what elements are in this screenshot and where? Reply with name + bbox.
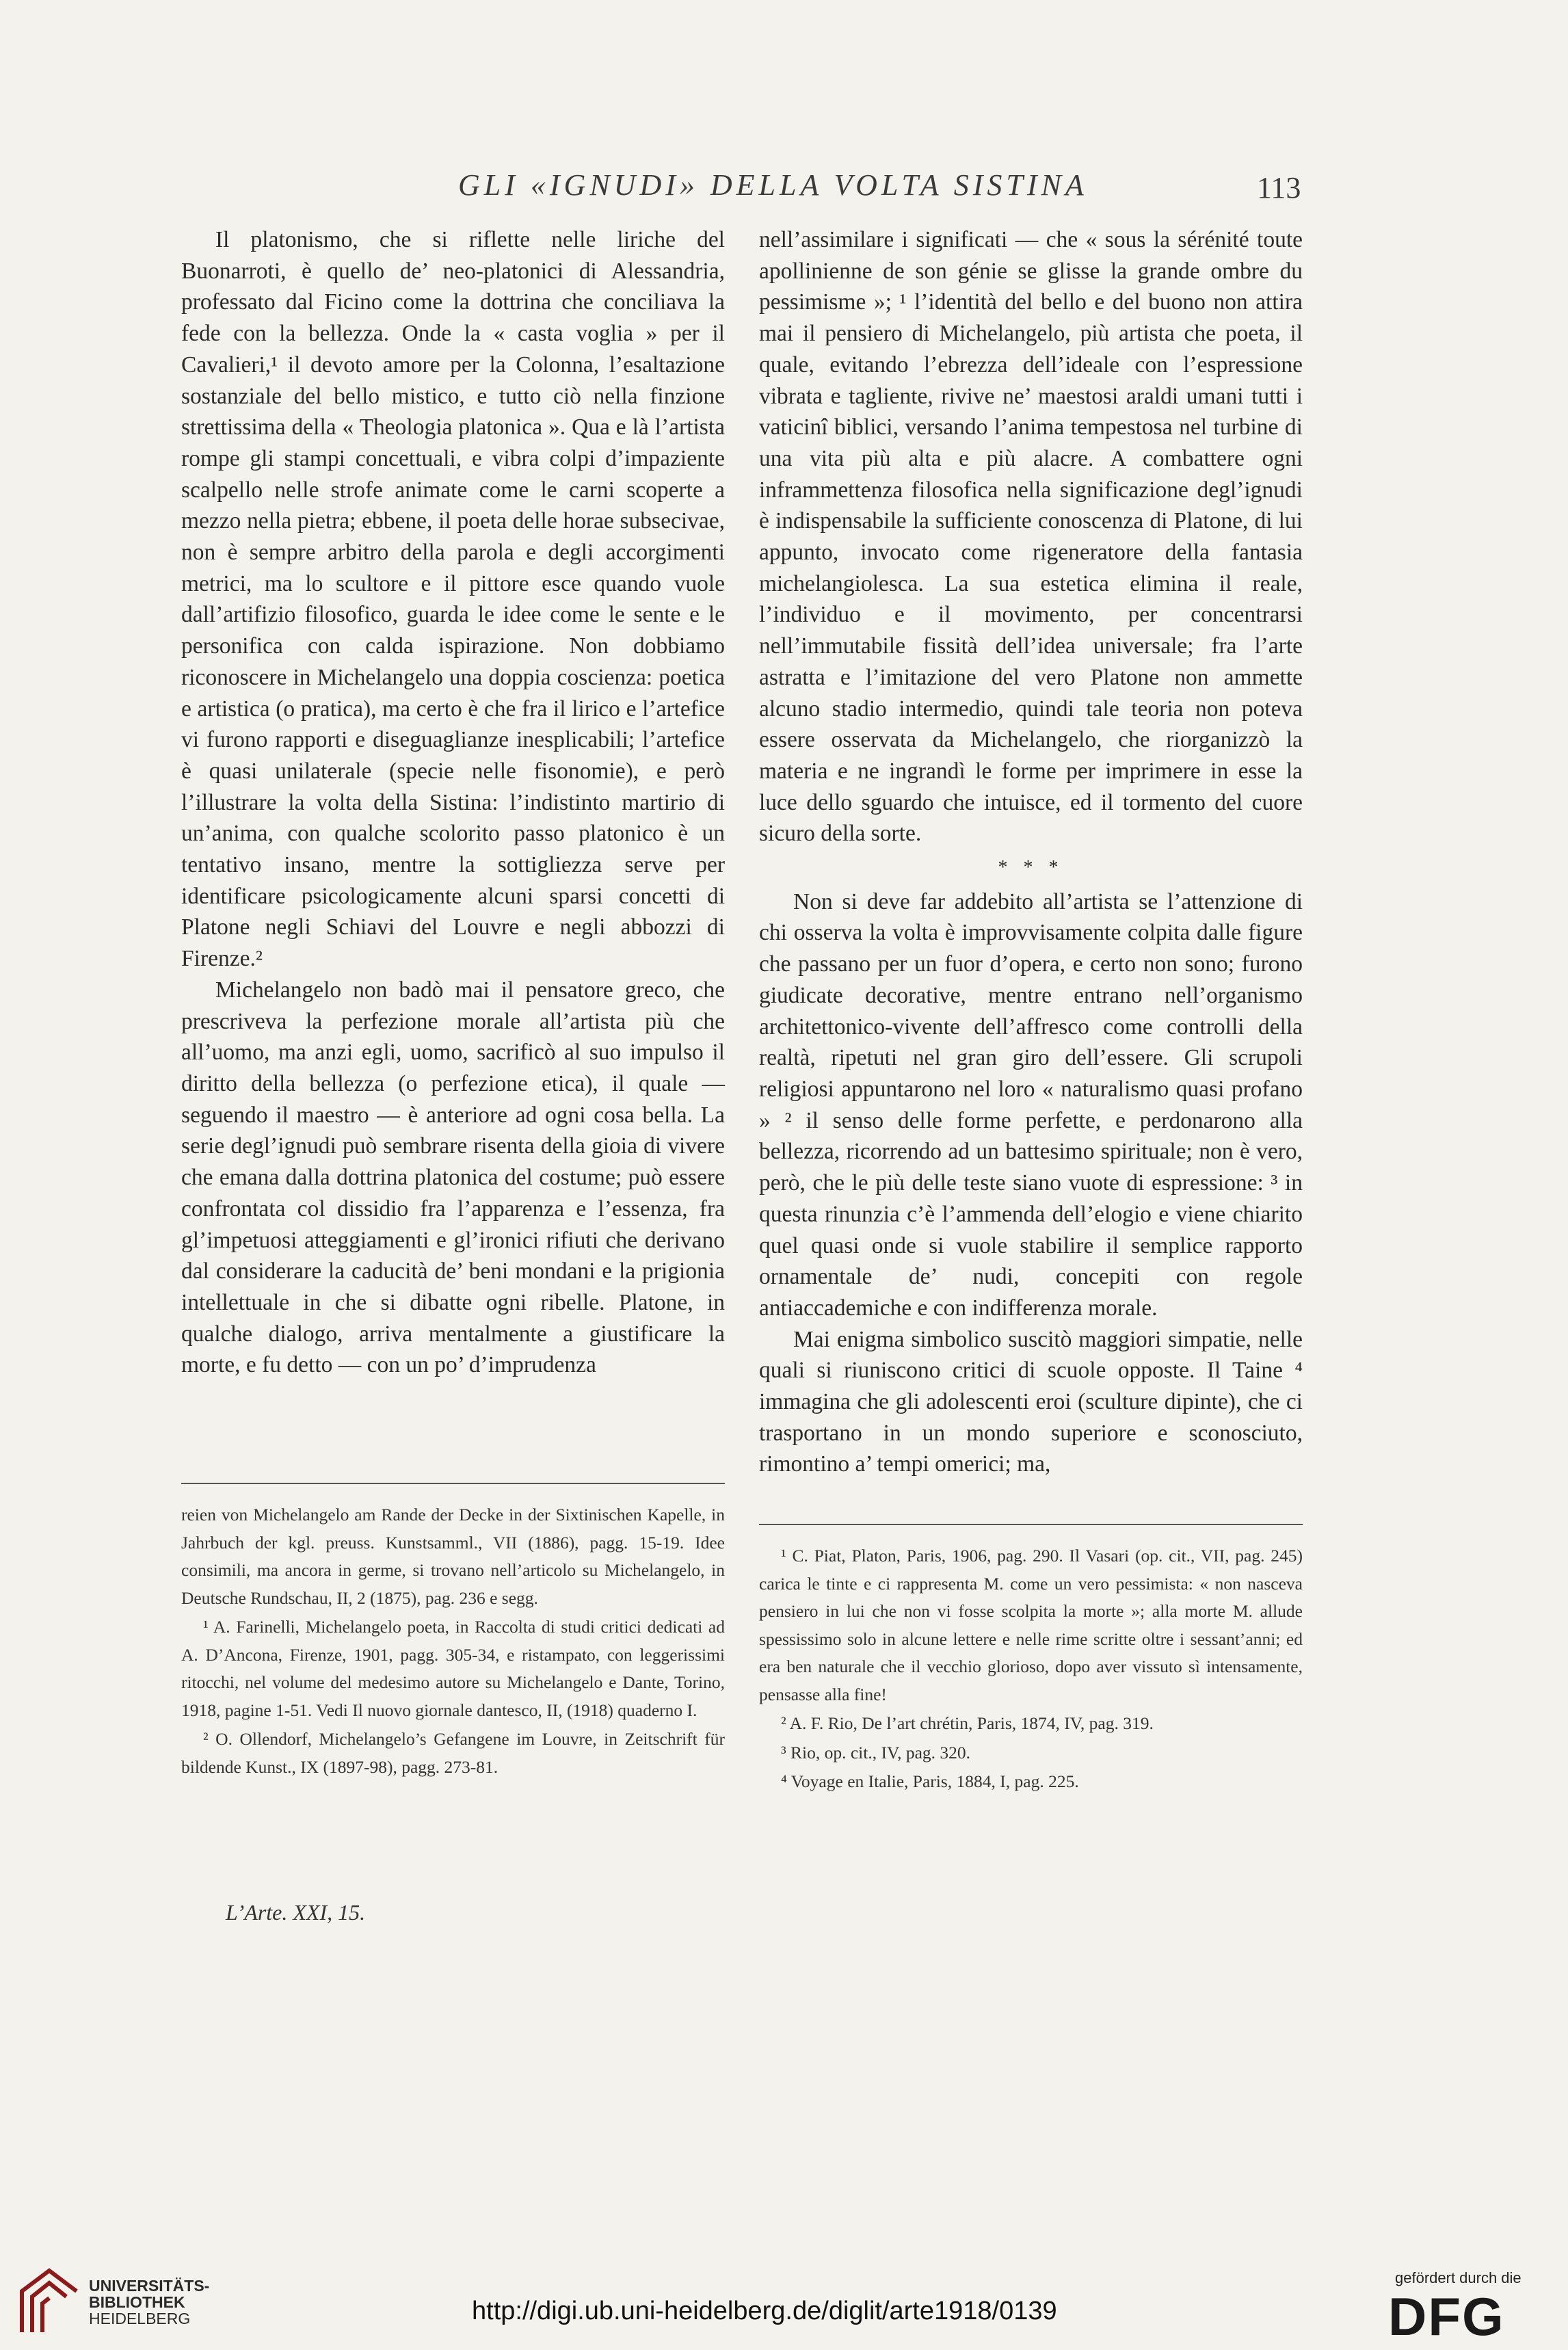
library-name-line: UNIVERSITÄTS-	[89, 2277, 210, 2295]
left-column	[181, 224, 725, 1381]
footnote: ² O. Ollendorf, Michelangelo’s Gefangene im Louvre, in Zeitschrift für bildende Kunst., IX (1897-98), pagg. 273-81.	[181, 1729, 725, 1777]
footnote: ¹ A. Farinelli, Michelangelo poeta, in Raccolta di studi critici dedicati ad A. D’Ancona, Firenze, 1901, pagg. 305-34, e ristampato, con leggerissimi ritocchi, nel volume del medesimo autore su Michelangelo e Dante, Torino, 1918, pagine 1-51. Vedi Il nuovo giornale dantesco, II, (1918) quaderno I.	[181, 1617, 725, 1720]
journal-imprint: L’Arte. XXI, 15.	[226, 1900, 366, 1925]
source-url-link[interactable]: http://digi.ub.uni-heidelberg.de/diglit/arte1918/0139	[472, 2297, 1057, 2325]
library-logo-icon	[15, 2264, 83, 2339]
paragraph: Non si deve far addebito all’artista se l’attenzione di chi osserva la volta è improvvisamente colpita dalle figure che passano per un fuor d’opera, e certo non sono; furono giudicate decorative, mentre entrano nell’organismo architettonico-vivente dell’affresco come controlli della realtà, ripetuti nel gran giro dell’essere. Gli scrupoli religiosi appuntarono nel loro « naturalismo quasi profano » ² il senso delle forme perfette, e perdonarono alla bellezza, ricorrendo ad un battesimo spirituale; non è vero, però, che le più delle teste siano vuote di espressione: ³ in questa rinunzia c’è l’ammenda dell’elogio e viene chiarito quel quasi onde si vuole stabilire il semplice rapporto ornamentale de’ nudi, concepiti con regole antiaccademiche e con indifferenza morale.	[759, 888, 1303, 1321]
footnote: ¹ C. Piat, Platon, Paris, 1906, pag. 290. Il Vasari (op. cit., VII, pag. 245) carica le tinte e ci rappresenta M. come un vero pessimista: « non nasceva pensiero in lui che non vi fosse scolpita la morte »; alla morte M. allude spessissimo solo in alcune lettere e nelle rime scritte oltre i sessant’anni; ed era ben naturale che il vecchio glorioso, dopo aver vissuto sì intensamente, pensasse alla fine!	[759, 1546, 1303, 1704]
section-separator: * * *	[998, 857, 1064, 879]
library-name-line: HEIDELBERG	[89, 2310, 191, 2327]
footnote: reien von Michelangelo am Rande der Decke in der Sixtinischen Kapelle, in Jahrbuch der kgl. preuss. Kunstsamml., VII (1886), pagg. 15-19. Idee consimili, ma ancora in germe, si trovano nell’articolo su Michelangelo, in Deutsche Rundschau, II, 2 (1875), pag. 236 e segg.	[181, 1505, 725, 1608]
paragraph: Il platonismo, che si riflette nelle liriche del Buonarroti, è quello de’ neo-platonici di Alessandria, professato dal Ficino come la dottrina che conciliava la fede con la bellezza. Onde la « casta voglia » per il Cavalieri,¹ il devoto amore per la Colonna, l’esaltazione sostanziale del bello mistico, e tutto ciò nella finzione strettissima della « Theologia platonica ». Qua e là l’artista rompe gli stampi concettuali, e vibra colpi d’impaziente scalpello nelle strofe animate come le carni scoperte a mezzo nella pietra; ebbene, il poeta delle horae subsecivae, non è sempre arbitro della parola e degli accorgimenti metrici, ma lo scultore e il pittore esce quando vuole dall’artifizio filosofico, guarda le idee come le sente e le personifica con calda ispirazione. Non dobbiamo riconoscere in Michelangelo una doppia coscienza: poetica e artistica (o pratica), ma certo è che fra il lirico e l’artefice vi furono rapporti e diseguaglianze inesplicabili; l’artefice è quasi unilaterale (specie nelle fisonomie), e però l’illustrare la volta della Sistina: l’indistinto martirio di un’anima, con qualche scolorito passo platonico è un tentativo insano, mentre la sottigliezza serve per identificare psicologicamente alcuni sparsi concetti di Platone negli Schiavi del Louvre e negli abbozzi di Firenze.²	[181, 227, 725, 972]
library-name-line: BIBLIOTHEK	[89, 2293, 185, 2311]
footnote-rule-right	[759, 1524, 1303, 1525]
right-column	[759, 224, 1303, 1480]
running-header	[0, 168, 1568, 209]
paragraph: nell’assimilare i significati — che « sous la sérénité toute apollinienne de son génie se glisse la grande ombre du pessimisme »; ¹ l’identità del bello e del buono non attira mai il pensiero di Michelangelo, più artista che poeta, il quale, evitando l’ebrezza dell’ideale con l’espressione vibrata e tagliente, rivive ne’ maestosi araldi umani tutti i vaticinî biblici, versando l’anima tempestosa nel turbine di una vita più alta e più alacre. A combattere ogni inframmettenza filosofica nella significazione degl’ignudi è indispensabile la sufficiente conoscenza di Platone, di lui appunto, invocato come rigeneratore della fantasia michelangiolesca. La sua estetica elimina il reale, l’individuo e il movimento, per concentrarsi nell’immutabile fissità dell’idea universale; fra l’arte astratta e l’imitazione del vero Platone non ammette alcuno stadio intermedio, quindi tale teoria non poteva essere osservata da Michelangelo, che riorganizzò la materia e ne ingrandì le forme per imprimere in esse la luce dello sguardo che intuisce, ed il tormento del cuore sicuro della sorte.	[759, 227, 1303, 847]
footnotes-left	[181, 1501, 725, 1782]
running-title: GLI «IGNUDI» DELLA VOLTA SISTINA	[458, 168, 1088, 202]
footnote: ² A. F. Rio, De l’art chrétin, Paris, 1874, IV, pag. 319.	[781, 1713, 1154, 1733]
footnote: ⁴ Voyage en Italie, Paris, 1884, I, pag. 225.	[781, 1771, 1079, 1791]
paragraph: Michelangelo non badò mai il pensatore greco, che prescriveva la perfezione morale all’artista più che all’uomo, ma anzi egli, uomo, sacrificò al suo impulso il diritto della bellezza (o perfezione etica), il quale — seguendo il maestro — è anteriore ad ogni cosa bella. La serie degl’ignudi può sembrare risenta della gioia di vivere che emana dalla dottrina platonica del costume; può essere confrontata col dissidio fra l’apparenza e l’essenza, fra gl’impetuosi atteggiamenti e gl’ironici rifiuti che derivano dal considerare la caducità de’ beni mondani e la prigionia intellettuale in che si dibatte ogni ribelle. Platone, in qualche dialogo, arriva mentalmente a giustificare la morte, e fu detto — con un po’ d’imprudenza	[181, 977, 725, 1378]
footnote-rule-left	[181, 1483, 725, 1484]
dfg-logo-icon	[1388, 2293, 1547, 2340]
library-name	[89, 2278, 209, 2327]
footnotes-right	[759, 1542, 1303, 1797]
svg-text:DFG: DFG	[1388, 2293, 1505, 2340]
digitization-footer	[0, 2257, 1568, 2350]
paragraph: Mai enigma simbolico suscitò maggiori simpatie, nelle quali si riuniscono critici di scuole opposte. Il Taine ⁴ immagina che gli adolescenti eroi (sculture dipinte), che ci trasportano in un mondo superiore e sconosciuto, rimontino a’ tempi omerici; ma,	[759, 1326, 1303, 1477]
page-number: 113	[1257, 171, 1301, 204]
funded-by-label: gefördert durch die	[1395, 2269, 1522, 2286]
footnote: ³ Rio, op. cit., IV, pag. 320.	[781, 1742, 971, 1762]
